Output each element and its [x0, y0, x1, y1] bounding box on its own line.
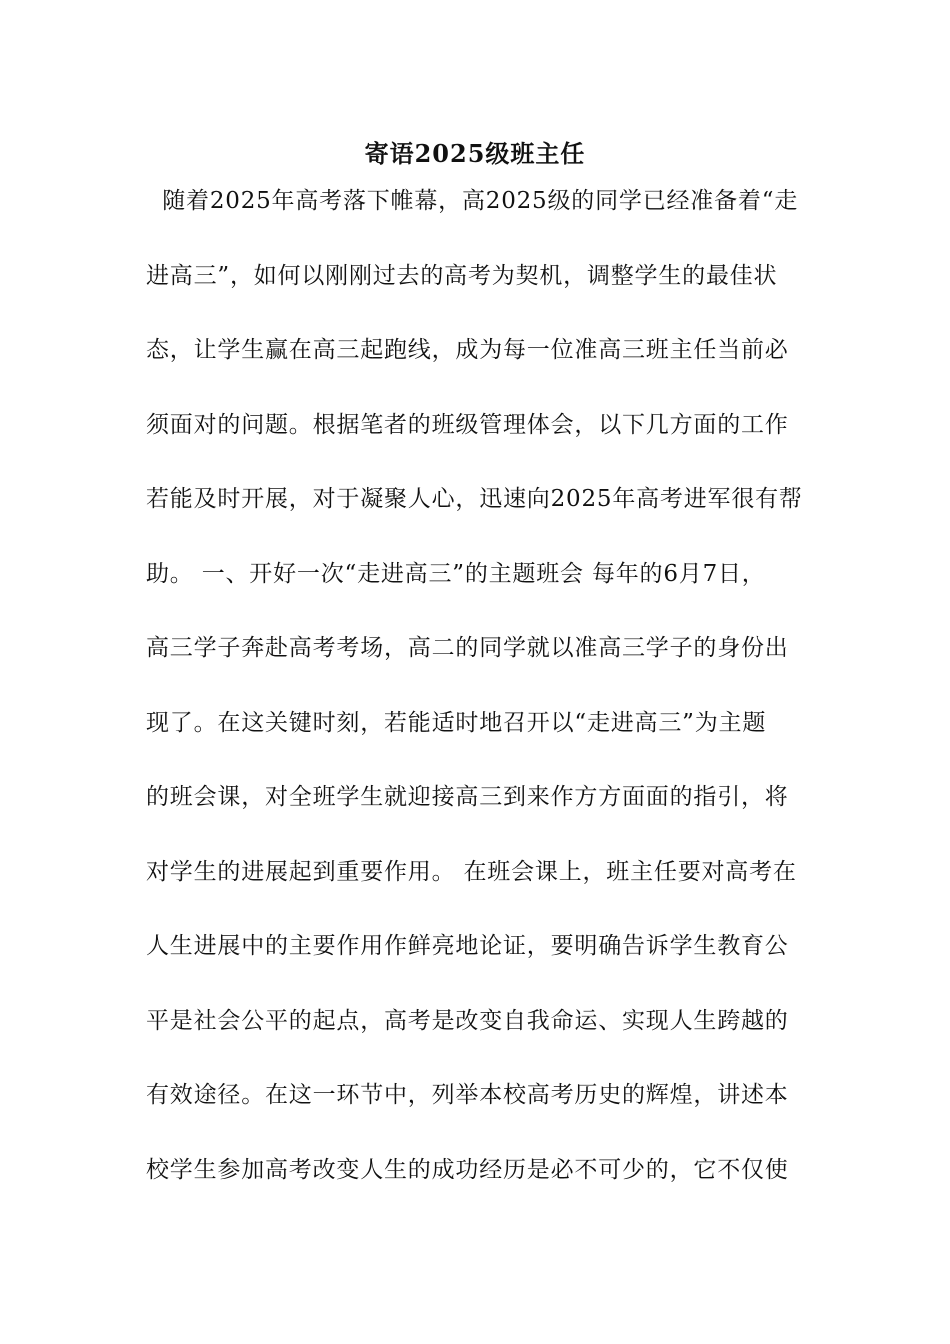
paragraph-line: 若能及时开展，对于凝聚人心，迅速向2025年高考进军很有帮 — [146, 486, 803, 512]
paragraph-line: 态，让学生赢在高三起跑线，成为每一位准高三班主任当前必 — [146, 337, 789, 363]
document-body — [146, 182, 826, 1225]
paragraph-line: 须面对的问题。根据笔者的班级管理体会，以下几方面的工作 — [146, 411, 789, 438]
paragraph-line: 现了。在这关键时刻，若能适时地召开以“走进高三”为主题 — [146, 709, 767, 736]
paragraph-line: 平是社会公平的起点，高考是改变自我命运、实现人生跨越的 — [146, 1007, 789, 1034]
paragraph-line: 随着2025年高考落下帷幕，高2025级的同学已经准备着“走 — [146, 188, 799, 214]
paragraph-line: 的班会课，对全班学生就迎接高三到来作方方面面的指引，将 — [146, 784, 789, 810]
paragraph-line: 对学生的进展起到重要作用。 在班会课上，班主任要对高考在 — [146, 858, 797, 885]
paragraph-line: 人生进展中的主要作用作鲜亮地论证，要明确告诉学生教育公 — [146, 933, 789, 959]
paragraph-line: 高三学子奔赴高考考场，高二的同学就以准高三学子的身份出 — [146, 635, 789, 661]
paragraph-line: 助。 一、开好一次“走进高三”的主题班会 每年的6月7日， — [146, 560, 766, 587]
paragraph-line: 进高三”，如何以刚刚过去的高考为契机，调整学生的最佳状 — [146, 262, 778, 289]
paragraph-line: 校学生参加高考改变人生的成功经历是必不可少的，它不仅使 — [146, 1156, 789, 1183]
document-title: 寄语2025级班主任 — [364, 139, 586, 168]
paragraph-line: 有效途径。在这一环节中，列举本校高考历史的辉煌，讲述本 — [146, 1082, 789, 1108]
